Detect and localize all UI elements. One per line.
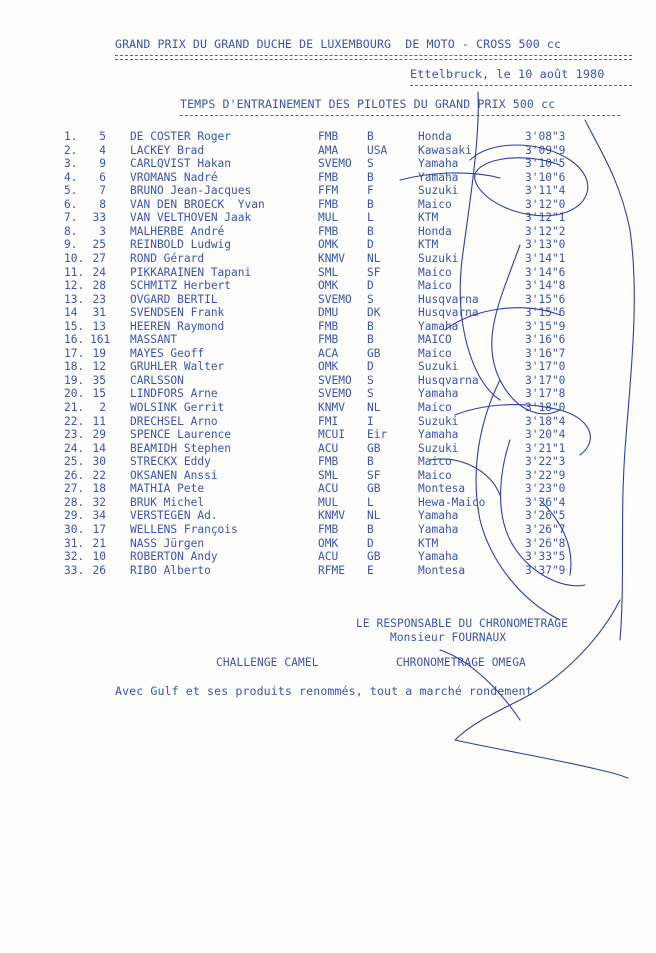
result-rank: 21. [64,401,85,414]
table-row [0,211,656,225]
result-nation: D [367,360,374,374]
result-nation: F [367,184,374,198]
result-federation: ACU [318,482,339,496]
result-time: 3'14"8 [525,279,566,293]
result-make: Yamaha [418,387,459,401]
result-name: ROBERTON Andy [130,550,218,564]
result-nation: NL [367,509,381,523]
table-row [0,225,656,239]
result-nation: B [367,333,374,347]
result-rank: 13. [64,292,85,306]
result-federation: ACU [318,441,339,455]
result-time: 3'26"8 [525,536,566,550]
result-nation: NL [367,401,381,414]
table-row [0,293,656,307]
result-federation: SML [318,265,339,279]
result-make: MAICO [418,333,452,347]
result-federation: SML [318,468,339,482]
result-nation: S [367,157,374,171]
title-divider [115,55,632,56]
result-make: Kawasaki [418,143,472,157]
result-federation: KNMV [318,509,345,523]
result-rank: 28. [64,495,85,509]
result-rank: 12. [64,279,85,293]
result-make: Maico [418,197,452,211]
table-row [0,360,656,374]
result-federation: FMB [318,333,339,347]
result-federation: ACU [318,550,339,564]
result-rank: 32. [64,550,85,564]
result-name: LINDFORS Arne [130,387,218,401]
result-name: SVENDSEN Frank [130,306,225,320]
result-time: 3'33"5 [525,550,566,564]
result-name: VERSTEGEN Ad. [130,509,218,523]
result-rank: 16. [64,333,85,347]
result-nation: S [367,373,374,387]
result-make: Yamaha [418,550,459,564]
result-make: Maico [418,455,452,469]
result-federation: MCUI [318,428,345,442]
result-federation: RFME [318,563,345,577]
subtitle-divider [180,115,620,116]
result-make: KTM [418,211,439,225]
table-row [0,509,656,523]
result-rank: 14 [64,306,78,320]
table-row [0,306,656,320]
result-name: HEEREN Raymond [130,319,225,333]
result-time: 3'20"4 [525,428,566,442]
result-number: 23 [92,292,106,306]
result-rank: 7. [64,211,78,225]
result-time: 3'26"5 [525,509,566,523]
result-rank: 4. [64,170,78,184]
table-row [0,469,656,483]
place-date: Ettelbruck, le 10 août 1980 [410,67,605,81]
result-nation: SF [367,468,381,482]
result-name: MATHIA Pete [130,482,205,496]
result-time: 3'09"9 [525,143,566,157]
result-name: MAYES Geoff [130,346,205,360]
result-rank: 31. [64,536,85,550]
result-time: 3'23"0 [525,482,566,496]
table-row [0,171,656,185]
result-name: DE COSTER Roger [130,130,232,143]
result-number: 21 [92,536,106,550]
result-time: 3'16"6 [525,333,566,347]
result-number: 13 [92,319,106,333]
table-row [0,442,656,456]
result-nation: B [367,455,374,469]
result-make: Hewa-Maico [418,495,486,509]
result-rank: 30. [64,522,85,536]
result-make: Husqvarna [418,373,479,387]
result-make: Yamaha [418,428,459,442]
result-name: CARLQVIST Hakan [130,157,232,171]
sponsor-omega: CHRONOMETRAGE OMEGA [396,656,526,669]
result-number: 27 [92,251,106,265]
result-time: 3'10"5 [525,157,566,171]
result-nation: SF [367,265,381,279]
result-federation: SVEMO [318,157,352,171]
result-nation: E [367,563,374,577]
result-number: 2 [99,401,106,414]
result-name: RIBO Alberto [130,563,211,577]
result-nation: B [367,170,374,184]
result-rank: 11. [64,265,85,279]
result-federation: FMB [318,522,339,536]
result-time: 3'15"9 [525,319,566,333]
result-nation: Eir [367,428,388,442]
result-federation: FMB [318,224,339,238]
result-time: 3'22"9 [525,468,566,482]
result-number: 12 [92,360,106,374]
result-make: Maico [418,346,452,360]
result-make: Yamaha [418,170,459,184]
closing-remark: Avec Gulf et ses produits renommés, tout a marché rondement [115,684,533,698]
result-federation: FMB [318,455,339,469]
result-number: 18 [92,482,106,496]
result-number: 35 [92,373,106,387]
table-row [0,144,656,158]
table-row [0,252,656,266]
result-name: REINBOLD Ludwig [130,238,232,252]
result-nation: B [367,130,374,143]
result-time: 3'17"8 [525,387,566,401]
result-nation: L [367,495,374,509]
result-time: 3'13"0 [525,238,566,252]
result-time: 3'22"3 [525,455,566,469]
result-name: OKSANEN Anssi [130,468,218,482]
result-time: 3'21"1 [525,441,566,455]
result-number: 10 [92,550,106,564]
result-make: Honda [418,130,452,143]
result-federation: KNMV [318,401,345,414]
result-make: Husqvarna [418,306,479,320]
result-number: 5 [99,130,106,143]
result-federation: OMK [318,238,339,252]
result-federation: SVEMO [318,373,352,387]
result-name: ROND Gérard [130,251,205,265]
result-name: BRUK Michel [130,495,205,509]
result-number: 25 [92,238,106,252]
result-make: KTM [418,238,439,252]
result-federation: FMB [318,197,339,211]
result-make: Yamaha [418,157,459,171]
document-title: GRAND PRIX DU GRAND DUCHE DE LUXEMBOURG DE MOTO - CROSS 500 cc [115,37,562,51]
result-nation: B [367,197,374,211]
result-nation: NL [367,251,381,265]
result-nation: GB [367,441,381,455]
result-nation: USA [367,143,388,157]
result-time: 3'17"0 [525,360,566,374]
result-make: Maico [418,265,452,279]
result-nation: S [367,292,374,306]
table-row [0,455,656,469]
result-time: 3'14"1 [525,251,566,265]
timekeeping-responsible-title: LE RESPONSABLE DU CHRONOMETRAGE [356,617,568,630]
table-row [0,238,656,252]
result-number: 4 [99,143,106,157]
result-federation: AMA [318,143,339,157]
result-make: Montesa [418,482,466,496]
result-name: PIKKARAINEN Tapani [130,265,252,279]
result-nation: B [367,319,374,333]
result-rank: 3. [64,157,78,171]
result-rank: 24. [64,441,85,455]
table-row [0,550,656,564]
result-federation: ACA [318,346,339,360]
result-time: 3'14"6 [525,265,566,279]
table-row [0,333,656,347]
table-row [0,415,656,429]
result-rank: 22. [64,414,85,428]
result-time: 3'15"6 [525,292,566,306]
result-time: 3'18"0 [525,401,566,414]
result-number: 33 [92,211,106,225]
table-row [0,279,656,293]
result-make: Yamaha [418,319,459,333]
result-federation: FMB [318,130,339,143]
result-make: Maico [418,401,452,414]
result-number: 29 [92,428,106,442]
result-time: 3'26"4 [525,495,566,509]
result-time: 3'37"9 [525,563,566,577]
result-make: Suzuki [418,441,459,455]
result-name: GRUHLER Walter [130,360,225,374]
result-number: 24 [92,265,106,279]
result-nation: S [367,387,374,401]
result-rank: 17. [64,346,85,360]
result-make: Maico [418,279,452,293]
result-nation: B [367,224,374,238]
result-nation: I [367,414,374,428]
result-time: 3'15"6 [525,306,566,320]
result-time: 3'12"0 [525,197,566,211]
result-rank: 15. [64,319,85,333]
result-make: Yamaha [418,522,459,536]
result-number: 26 [92,563,106,577]
result-time: 3'18"4 [525,414,566,428]
result-name: WELLENS François [130,522,238,536]
result-number: 161 [90,333,111,347]
result-number: 32 [92,495,106,509]
result-number: 6 [99,170,106,184]
result-federation: SVEMO [318,292,352,306]
table-row [0,320,656,334]
table-row [0,266,656,280]
table-row [0,387,656,401]
result-name: MASSANT [130,333,178,347]
result-federation: DMU [318,306,339,320]
result-nation: L [367,211,374,225]
result-time: 3'17"0 [525,373,566,387]
result-time: 3'11"4 [525,184,566,198]
result-number: 7 [99,184,106,198]
place-date-divider [410,85,632,86]
result-name: VAN DEN BROECK Yvan [130,197,265,211]
result-name: SCHMITZ Herbert [130,279,232,293]
table-row [0,347,656,361]
result-rank: 20. [64,387,85,401]
result-time: 3'26"7 [525,522,566,536]
result-name: VAN VELTHOVEN Jaak [130,211,252,225]
result-federation: FMB [318,319,339,333]
result-federation: FMI [318,414,339,428]
result-rank: 33. [64,563,85,577]
result-number: 11 [92,414,106,428]
result-name: VROMANS Nadré [130,170,218,184]
result-rank: 29. [64,509,85,523]
result-federation: FMB [318,170,339,184]
table-row [0,482,656,496]
result-federation: OMK [318,360,339,374]
result-name: LACKEY Brad [130,143,205,157]
result-rank: 8. [64,224,78,238]
result-number: 15 [92,387,106,401]
result-rank: 6. [64,197,78,211]
result-make: Yamaha [418,509,459,523]
result-time: 3'10"6 [525,170,566,184]
result-name: OVGARD BERTIL [130,292,218,306]
table-row [0,564,656,578]
timekeeping-responsible-name: Monsieur FOURNAUX [390,631,507,644]
result-make: Honda [418,224,452,238]
result-make: Suzuki [418,414,459,428]
result-make: Husqvarna [418,292,479,306]
result-nation: B [367,522,374,536]
table-row [0,523,656,537]
result-name: BEAMIDH Stephen [130,441,232,455]
result-make: KTM [418,536,439,550]
result-rank: 9. [64,238,78,252]
result-nation: GB [367,346,381,360]
result-rank: 27. [64,482,85,496]
result-number: 8 [99,197,106,211]
table-row [0,374,656,388]
result-rank: 25. [64,455,85,469]
sponsor-camel: CHALLENGE CAMEL [216,656,319,669]
table-row [0,157,656,171]
result-federation: MUL [318,495,339,509]
result-federation: KNMV [318,251,345,265]
table-row [0,537,656,551]
result-nation: GB [367,550,381,564]
result-make: Montesa [418,563,466,577]
result-time: 3'12"1 [525,211,566,225]
result-federation: SVEMO [318,387,352,401]
table-row [0,428,656,442]
result-nation: DK [367,306,381,320]
result-make: Maico [418,468,452,482]
result-name: SPENCE Laurence [130,428,232,442]
result-rank: 5. [64,184,78,198]
result-rank: 10. [64,251,85,265]
result-make: Suzuki [418,251,459,265]
result-rank: 1. [64,130,78,143]
result-federation: OMK [318,279,339,293]
table-row [0,184,656,198]
result-time: 3'08"3 [525,130,566,143]
result-name: NASS Jürgen [130,536,205,550]
result-nation: GB [367,482,381,496]
result-name: BRUNO Jean-Jacques [130,184,252,198]
result-time: 3'16"7 [525,346,566,360]
result-number: 3 [99,224,106,238]
result-name: STRECKX Eddy [130,455,211,469]
result-make: Suzuki [418,184,459,198]
result-name: CARLSSON [130,373,184,387]
result-number: 22 [92,468,106,482]
table-row [0,401,656,415]
document-subtitle: TEMPS D'ENTRAINEMENT DES PILOTES DU GRAND PRIX 500 cc [180,97,556,111]
result-rank: 2. [64,143,78,157]
result-nation: D [367,536,374,550]
result-federation: OMK [318,536,339,550]
result-time: 3'12"2 [525,224,566,238]
table-row [0,130,656,144]
result-rank: 18. [64,360,85,374]
result-federation: MUL [318,211,339,225]
result-rank: 23. [64,428,85,442]
result-number: 34 [92,509,106,523]
result-number: 30 [92,455,106,469]
result-number: 9 [99,157,106,171]
result-rank: 26. [64,468,85,482]
result-number: 31 [92,306,106,320]
result-name: DRECHSEL Arno [130,414,218,428]
result-nation: D [367,238,374,252]
result-federation: FFM [318,184,339,198]
result-name: WOLSINK Gerrit [130,401,225,414]
result-nation: D [367,279,374,293]
title-divider-lower [115,59,632,60]
result-number: 19 [92,346,106,360]
table-row [0,496,656,510]
result-number: 14 [92,441,106,455]
result-rank: 19. [64,373,85,387]
result-name: MALHERBE André [130,224,225,238]
table-row [0,198,656,212]
result-number: 28 [92,279,106,293]
result-number: 17 [92,522,106,536]
result-make: Suzuki [418,360,459,374]
